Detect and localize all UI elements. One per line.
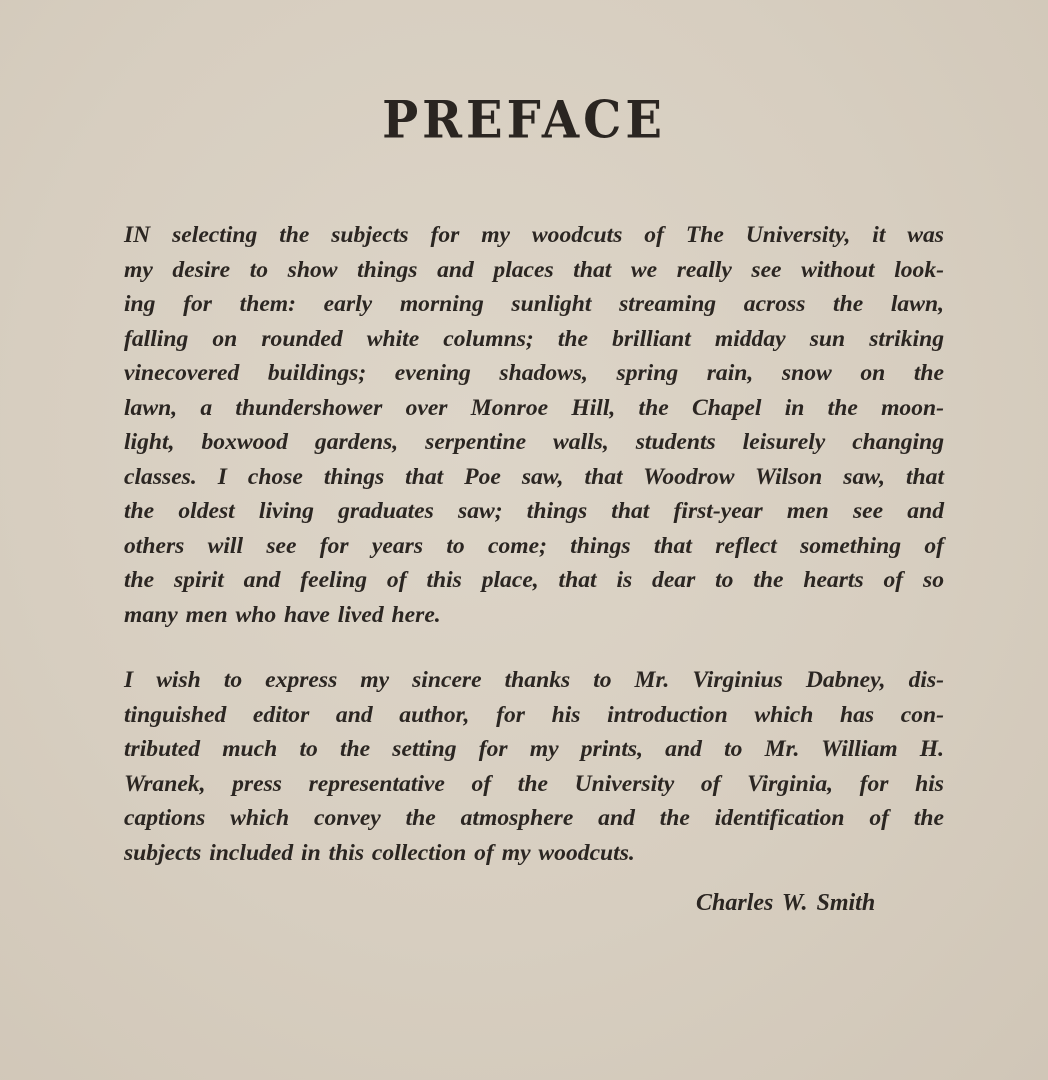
text-line: lawn, a thundershower over Monroe Hill, the Chapel in the moon- [124,394,944,421]
preface-paragraph-2 [124,663,944,870]
author-signature: Charles W. Smith [696,890,876,916]
text-line: Wranek, press representative of the University of Virginia, for his [124,770,944,797]
preface-paragraph-1 [124,218,944,632]
text-line: the oldest living graduates saw; things that first-year men see and [124,498,944,524]
text-line: my desire to show things and places that we really see without look- [124,256,944,283]
text-line: ing for them: early morning sunlight streaming across the lawn, [124,291,944,317]
text-line: many men who have lived here. [124,601,441,628]
text-line: falling on rounded white columns; the brilliant midday sun striking [124,325,944,352]
text-line: tinguished editor and author, for his introduction which has con- [124,701,944,728]
page-title: PREFACE [382,89,666,151]
text-line: captions which convey the atmosphere and the identification of the [124,805,944,831]
text-line: classes. I chose things that Poe saw, that Woodrow Wilson saw, that [124,463,944,490]
text-line: others will see for years to come; things that reflect something of [124,532,944,559]
text-line: vinecovered buildings; evening shadows, spring rain, snow on the [124,360,944,386]
text-line: IN selecting the subjects for my woodcuts of The University, it was [124,222,944,248]
text-line: subjects included in this collection of my woodcuts. [124,839,635,866]
text-line: light, boxwood gardens, serpentine walls, students leisurely changing [124,429,944,455]
text-line: I wish to express my sincere thanks to Mr. Virginius Dabney, dis- [124,667,944,693]
text-line: the spirit and feeling of this place, that is dear to the hearts of so [124,567,944,593]
text-line: tributed much to the setting for my prints, and to Mr. William H. [124,736,944,762]
